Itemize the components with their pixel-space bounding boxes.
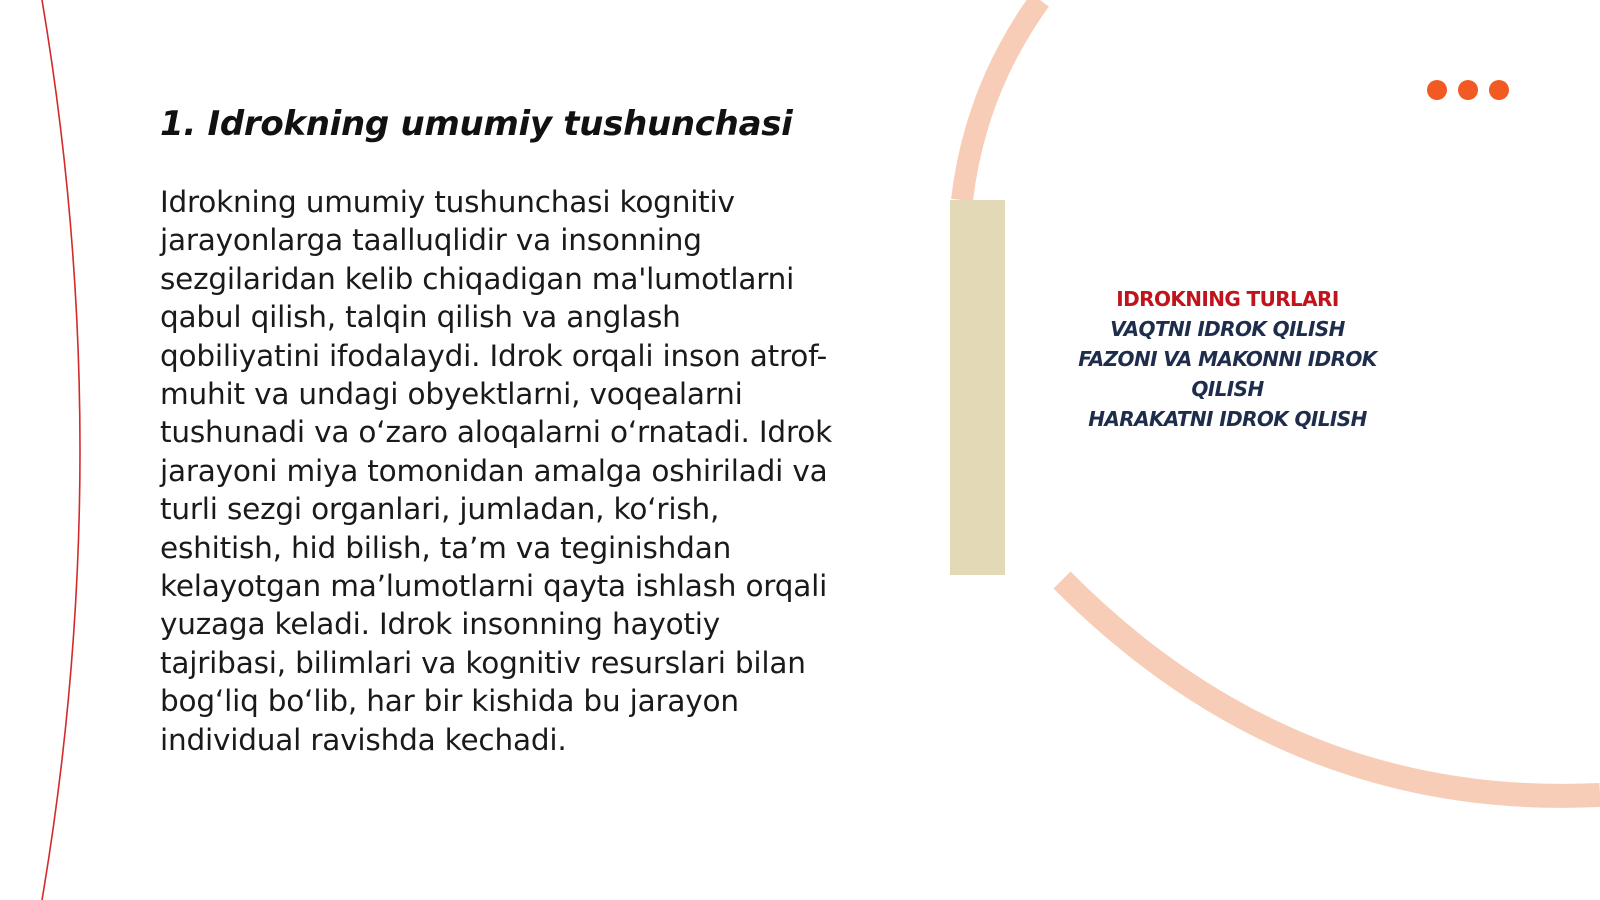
dot-icon [1458,80,1478,100]
types-heading: IDROKNING TURLARI [1116,287,1339,311]
types-item-space: FAZONI VA MAKONNI IDROK QILISH [1078,347,1377,401]
perception-types-block [1055,284,1400,434]
body-paragraph: Idrokning umumiy tushunchasi kognitiv jarayonlarga taalluqlidir va insonning sezgilaridan kelib chiqadigan ma'lumotlarni qabul qilish, talqin qilish va anglash qobiliyatini ifodalaydi. Idrok orqali inson atrof-muhit va undagi obyektlarni, voqealarni tushunadi va o‘zaro aloqalarni o‘rnatadi. Idrok jarayoni miya tomonidan amalga oshiriladi va turli sezgi organlari, jumladan, ko‘rish, eshitish, hid bilish, ta’m va teginishdan kelayotgan ma’lumotlarni qayta ishlash orqali yuzaga keladi. Idrok insonning hayotiy tajribasi, bilimlari va kognitiv resurslari bilan bog‘liq bo‘lib, har bir kishida bu jarayon individual ravishda kechadi. [160,185,832,757]
three-dots-icon [1427,80,1509,100]
types-item-motion: HARAKATNI IDROK QILISH [1088,407,1367,431]
peach-arc-upper [962,0,1040,200]
dot-icon [1427,80,1447,100]
beige-accent-bar [950,200,1005,575]
slide-title: 1. Idrokning umumiy tushunchasi [160,104,793,144]
peach-arc-lower [1062,580,1600,796]
dot-icon [1489,80,1509,100]
left-red-curve [42,0,80,900]
types-item-time: VAQTNI IDROK QILISH [1110,317,1345,341]
